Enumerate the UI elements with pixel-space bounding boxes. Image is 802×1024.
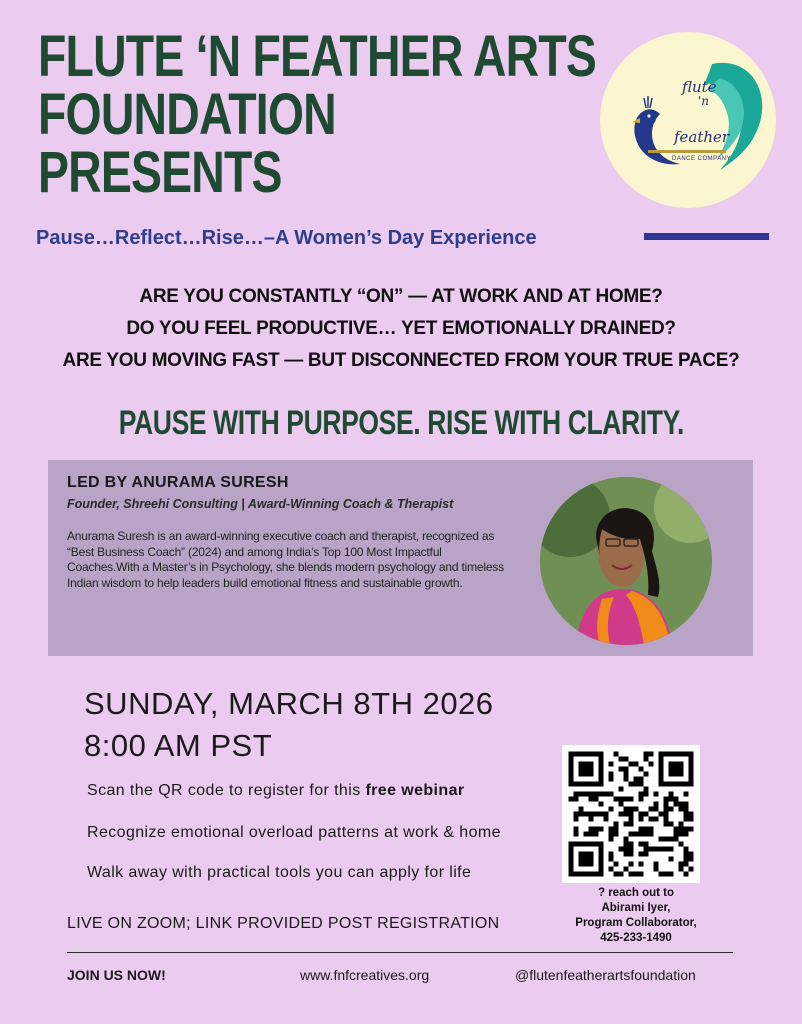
contact-info (555, 886, 717, 946)
title-line-2: FOUNDATION (38, 82, 336, 147)
logo-script-line-1: flute (682, 78, 717, 96)
footer-divider (67, 952, 733, 953)
logo-company-label: DANCE COMPANY (672, 156, 732, 162)
speaker-photo (540, 477, 712, 645)
contact-line-1: ? reach out to (597, 887, 675, 899)
event-date-time (84, 683, 494, 767)
event-subtitle: Pause…Reflect…Rise…–A Women’s Day Experience (36, 227, 537, 249)
contact-role: Program Collaborator, (575, 917, 697, 929)
event-date: SUNDAY, MARCH 8TH 2026 (84, 686, 494, 721)
peacock-logo-icon (600, 32, 776, 208)
benefit-2: Walk away with practical tools you can apply for life (87, 864, 472, 881)
tagline (0, 404, 802, 443)
speaker-bio-text: Anurama Suresh is an award-winning executive coach and therapist, recognized as “Best Business Coach” (2024) and among India’s Top 100 Most Impactful Coaches.With a Master’s in Psychology, she blends modern psychology and timeless Indian wisdom to help leaders build emotional fitness and sustainable growth. (67, 529, 504, 590)
contact-name: Abirami Iyer, (601, 902, 671, 914)
question-3: ARE YOU MOVING FAST — BUT DISCONNECTED FROM YOUR TRUE PACE? (62, 350, 740, 371)
register-free-webinar: free webinar (365, 782, 465, 799)
foundation-logo (600, 32, 776, 208)
registration-qr-code[interactable] (562, 745, 700, 883)
speaker-portrait-image (540, 477, 712, 645)
live-on-zoom-note: LIVE ON ZOOM; LINK PROVIDED POST REGISTRATION (67, 915, 500, 932)
subtitle-accent-rule (644, 233, 769, 240)
tagline-text: PAUSE WITH PURPOSE. RISE WITH CLARITY. (118, 404, 684, 442)
contact-phone: 425-233-1490 (600, 932, 672, 944)
social-handle[interactable]: @flutenfeatherartsfoundation (515, 967, 696, 983)
join-us-cta: JOIN US NOW! (67, 967, 166, 983)
benefit-1: Recognize emotional overload patterns at work & home (87, 824, 501, 841)
qr-code-icon (562, 745, 700, 883)
logo-script-line-3: feather (674, 128, 730, 146)
register-instruction (87, 782, 465, 800)
question-2: DO YOU FEEL PRODUCTIVE… YET EMOTIONALLY DRAINED? (126, 318, 676, 339)
register-prefix: Scan the QR code to register for this (87, 782, 366, 799)
speaker-role: Founder, Shreehi Consulting | Award-Winning Coach & Therapist (67, 497, 454, 511)
logo-script-line-2: 'n (698, 94, 710, 108)
title-line-1: FLUTE ‘N FEATHER ARTS (38, 24, 597, 89)
question-1: ARE YOU CONSTANTLY “ON” — AT WORK AND AT HOME? (139, 286, 663, 307)
website-link[interactable]: www.fnfcreatives.org (300, 967, 430, 983)
speaker-heading: LED BY ANURAMA SURESH (67, 474, 289, 491)
event-time: 8:00 AM PST (84, 728, 273, 763)
title-line-3: PRESENTS (38, 140, 282, 205)
